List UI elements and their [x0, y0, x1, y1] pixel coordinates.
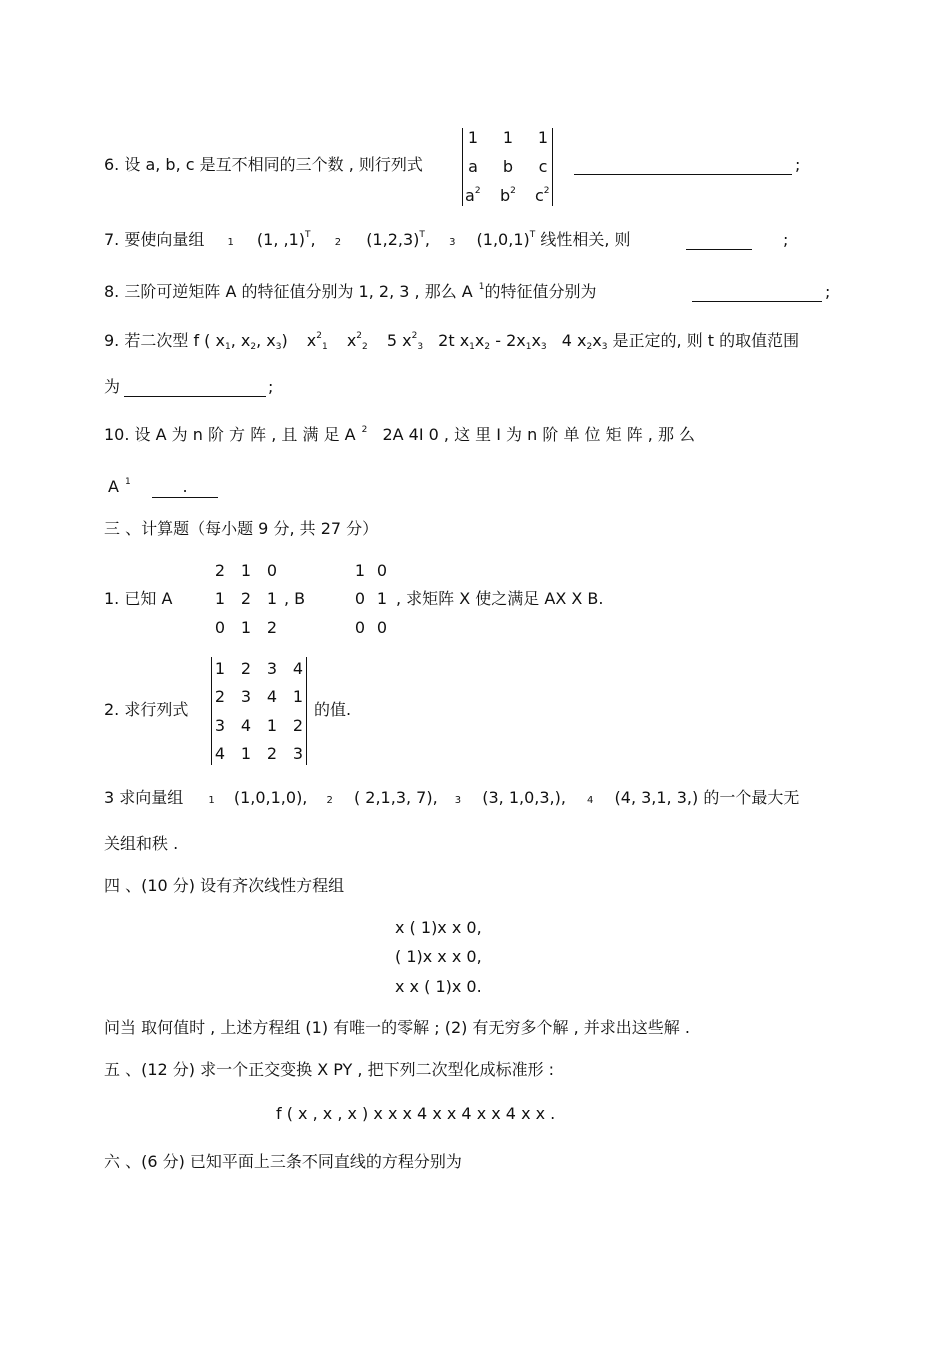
c3-line: 3 求向量组 1 (1,0,1,0), 2 ( 2,1,3, 7), 3 (3, 1,0,3,), 4 (4, 3,1, 3,) 的一个最大无: [104, 788, 800, 807]
q9-line: 9. 若二次型 f ( x1, x2, x3) $x^21$ $x^22$ 5 $x^23$ 2t x1x2 - 2x1x3 4 x2x3 是正定的, 则 t 的取值范围: [104, 331, 800, 352]
q7-end: ;: [783, 230, 789, 249]
q8-answer-blank[interactable]: [692, 301, 822, 302]
q6-prefix: 6. 设 a, b, c 是互不相同的三个数 , 则行列式: [104, 155, 423, 174]
q6-det-right-bar: [552, 128, 553, 206]
c2-det-r3c3: 1: [266, 716, 278, 735]
c2-det-r2c1: 2: [214, 687, 226, 706]
c1-A-r2c1: 1: [214, 589, 226, 608]
c1-B-r1c2: 0: [376, 561, 388, 580]
c1-A-r1c2: 1: [240, 561, 252, 580]
c1-A-r2c3: 1: [266, 589, 278, 608]
sec4-eq2: ( 1)x x x 0,: [395, 947, 482, 966]
c1-B-r3c1: 0: [354, 618, 366, 637]
c2-det-r3c2: 4: [240, 716, 252, 735]
c2-det-r4c4: 3: [292, 744, 304, 763]
c1-B-r1c1: 1: [354, 561, 366, 580]
c2-label: 2. 求行列式: [104, 700, 189, 719]
q7-answer-blank[interactable]: [686, 249, 752, 250]
c2-det-r3c4: 2: [292, 716, 304, 735]
c1-mid: , B: [284, 589, 306, 608]
c1-A-r1c3: 0: [266, 561, 278, 580]
c1-A-r1c1: 2: [214, 561, 226, 580]
section3-title: 三 、计算题（每小题 9 分, 共 27 分）: [104, 519, 379, 538]
section6-title: 六 、(6 分) 已知平面上三条不同直线的方程分别为: [104, 1152, 462, 1171]
c1-B-r2c2: 1: [376, 589, 388, 608]
section5-title: 五 、(12 分) 求一个正交变换 X PY , 把下列二次型化成标准形 :: [104, 1060, 555, 1079]
c2-det-right-bar: [306, 657, 307, 765]
c1-tail: , 求矩阵 X 使之满足 AX X B.: [396, 589, 604, 608]
q6-det-r1c1: 1: [467, 128, 479, 147]
q6-det-r2c2: b: [502, 157, 514, 176]
q9-answer-blank[interactable]: [124, 396, 266, 397]
q6-det-r2c1: a: [468, 157, 478, 176]
c3-line2: 关组和秩 .: [104, 834, 179, 853]
q7-line: 7. 要使向量组 1 (1, ,1)$^T$, 2 $(1,2,3)^T$, 3 $(1,0,1)^T$ 线性相关, 则: [104, 230, 631, 249]
c2-det-r1c1: 1: [214, 659, 226, 678]
sec5-formula: f ( x , x , x ) x x x 4 x x 4 x x 4 x x .: [276, 1104, 556, 1123]
c1-B-r3c2: 0: [376, 618, 388, 637]
c2-det-r1c2: 2: [240, 659, 252, 678]
sec4-eq3: x x ( 1)x 0.: [395, 977, 482, 996]
q10-answer-blank[interactable]: .: [152, 477, 218, 498]
c2-det-r4c2: 1: [240, 744, 252, 763]
q6-det-r2c3: c: [538, 157, 548, 176]
c2-det-r4c3: 2: [266, 744, 278, 763]
sec4-question: 问当 取何值时 , 上述方程组 (1) 有唯一的零解 ; (2) 有无穷多个解 , 并求出这些解 .: [104, 1018, 690, 1037]
q9-line2: 为: [104, 377, 121, 396]
c2-det-r1c4: 4: [292, 659, 304, 678]
c2-det-r4c1: 4: [214, 744, 226, 763]
c1-label: 1. 已知 A: [104, 589, 173, 608]
c2-det-r1c3: 3: [266, 659, 278, 678]
q6-end: ;: [795, 155, 801, 174]
q6-answer-blank[interactable]: [574, 174, 792, 175]
c2-det-r2c2: 3: [240, 687, 252, 706]
sec4-eq1: x ( 1)x x 0,: [395, 918, 482, 937]
q9-end: ;: [268, 377, 274, 396]
q6-det-r1c3: 1: [537, 128, 549, 147]
c1-A-r3c3: 2: [266, 618, 278, 637]
q6-det-r3c3: $c^2$: [535, 186, 550, 205]
q8-end: ;: [825, 282, 831, 301]
c2-det-r2c4: 1: [292, 687, 304, 706]
q6-det-left-bar: [462, 128, 463, 206]
q10-line: 10. 设 A 为 n 阶 方 阵 , 且 满 足 A $^2$ 2A 4I 0 , 这 里 I 为 n 阶 单 位 矩 阵 , 那 么: [104, 425, 696, 444]
c1-B-r2c1: 0: [354, 589, 366, 608]
c1-A-r2c2: 2: [240, 589, 252, 608]
section4-title: 四 、(10 分) 设有齐次线性方程组: [104, 876, 345, 895]
c1-A-r3c2: 1: [240, 618, 252, 637]
c1-A-r3c1: 0: [214, 618, 226, 637]
c2-det-r2c3: 4: [266, 687, 278, 706]
c2-det-r3c1: 3: [214, 716, 226, 735]
q6-det-r3c1: $a^2$: [465, 186, 481, 205]
q6-det-r3c2: $b^2$: [500, 186, 516, 205]
c2-tail: 的值.: [314, 700, 352, 719]
q10-line2: A $^1$: [108, 477, 131, 496]
q8-line: 8. 三阶可逆矩阵 A 的特征值分别为 1, 2, 3 , 那么 A $^1$的特征值分别为: [104, 282, 597, 301]
q6-det-r1c2: 1: [502, 128, 514, 147]
